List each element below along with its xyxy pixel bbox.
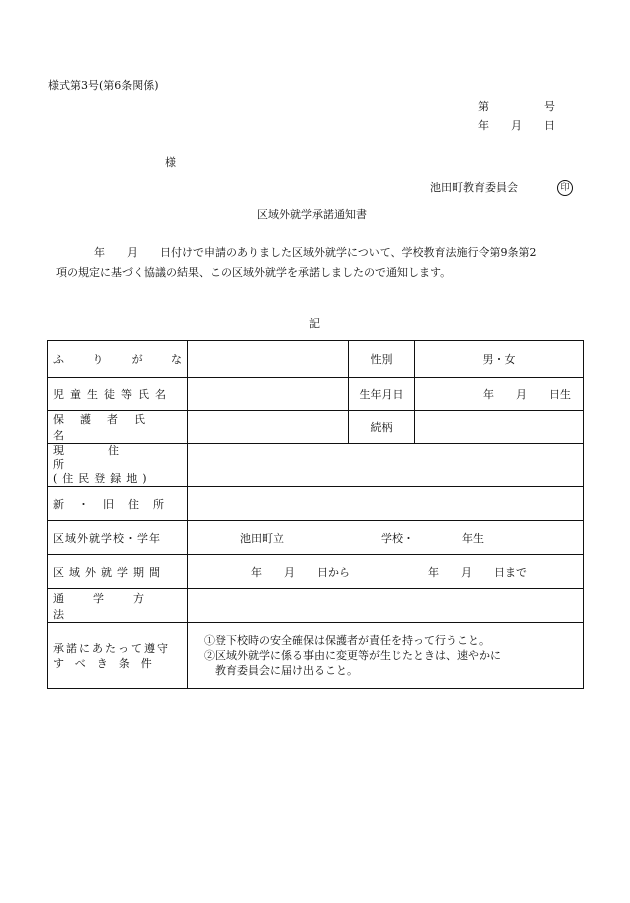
address-label-line2: (住民登録地) bbox=[53, 472, 152, 485]
guardian-name-label-text: 保護者氏名 bbox=[53, 413, 161, 442]
guardian-name-label bbox=[48, 411, 188, 444]
student-name-label-text: 児童生徒等氏名 bbox=[53, 388, 172, 401]
form-number: 様式第3号(第6条関係) bbox=[48, 79, 159, 92]
condition-2a: ②区域外就学に係る事由に変更等が生じたときは、速やかに bbox=[204, 649, 501, 662]
period-to: 年 月 日まで bbox=[428, 565, 527, 579]
addressee-suffix: 様 bbox=[165, 156, 176, 169]
period-label bbox=[48, 555, 188, 589]
student-name-value[interactable] bbox=[188, 378, 349, 411]
school-value[interactable] bbox=[188, 521, 584, 555]
period-from: 年 月 日から bbox=[251, 565, 350, 579]
notice-line-2: 項の規定に基づく協議の結果、この区域外就学を承諾しましたので通知します。 bbox=[56, 266, 452, 279]
furigana-text: ふ り が な bbox=[53, 353, 182, 366]
address-label bbox=[48, 444, 188, 487]
period-value[interactable] bbox=[188, 555, 584, 589]
furigana-label bbox=[48, 341, 188, 378]
gender-value[interactable]: 男・女 bbox=[415, 341, 584, 378]
relation-value[interactable] bbox=[415, 411, 584, 444]
student-name-label bbox=[48, 378, 188, 411]
new-old-address-label bbox=[48, 487, 188, 521]
address-value[interactable] bbox=[188, 444, 584, 487]
conditions-label-line2: すべき条件 bbox=[53, 656, 163, 670]
document-title: 区域外就学承諾通知書 bbox=[257, 208, 367, 221]
condition-2b: 教育委員会に届け出ること。 bbox=[204, 664, 358, 677]
school-kind: 学校・ bbox=[381, 531, 414, 545]
commute-label bbox=[48, 589, 188, 623]
address-label-line1: 現住所 bbox=[53, 444, 163, 471]
school-label-text: 区域外就学校・学年 bbox=[53, 531, 161, 545]
commute-value[interactable] bbox=[188, 589, 584, 623]
condition-1: ①登下校時の安全確保は保護者が責任を持って行うこと。 bbox=[204, 634, 490, 647]
birth-value[interactable]: 年 月 日生 bbox=[415, 378, 584, 411]
school-grade: 年生 bbox=[462, 531, 484, 545]
conditions-value bbox=[188, 623, 584, 689]
commute-label-text: 通学方法 bbox=[53, 591, 173, 621]
guardian-name-value[interactable] bbox=[188, 411, 349, 444]
furigana-value[interactable] bbox=[188, 341, 349, 378]
conditions-label-line1: 承諾にあたって遵守 bbox=[53, 641, 170, 655]
new-old-address-label-text: 新・旧住所 bbox=[53, 497, 178, 511]
school-label bbox=[48, 521, 188, 555]
document-number: 第 号 bbox=[478, 100, 555, 113]
gender-label: 性別 bbox=[349, 341, 415, 378]
conditions-label bbox=[48, 623, 188, 689]
relation-label: 続柄 bbox=[349, 411, 415, 444]
school-town: 池田町立 bbox=[240, 531, 284, 545]
seal-mark: 印 bbox=[557, 180, 573, 196]
notice-line-1: 年 月 日付けで申請のありました区域外就学について、学校教育法施行令第9条第2 bbox=[94, 246, 537, 259]
new-old-address-value[interactable] bbox=[188, 487, 584, 521]
period-label-text: 区域外就学期間 bbox=[53, 565, 165, 579]
birth-label: 生年月日 bbox=[349, 378, 415, 411]
detail-table bbox=[47, 340, 584, 689]
ki-heading: 記 bbox=[309, 317, 320, 330]
notice-body bbox=[56, 243, 576, 283]
issuer-name: 池田町教育委員会 bbox=[430, 181, 518, 194]
issue-date: 年 月 日 bbox=[478, 119, 555, 132]
